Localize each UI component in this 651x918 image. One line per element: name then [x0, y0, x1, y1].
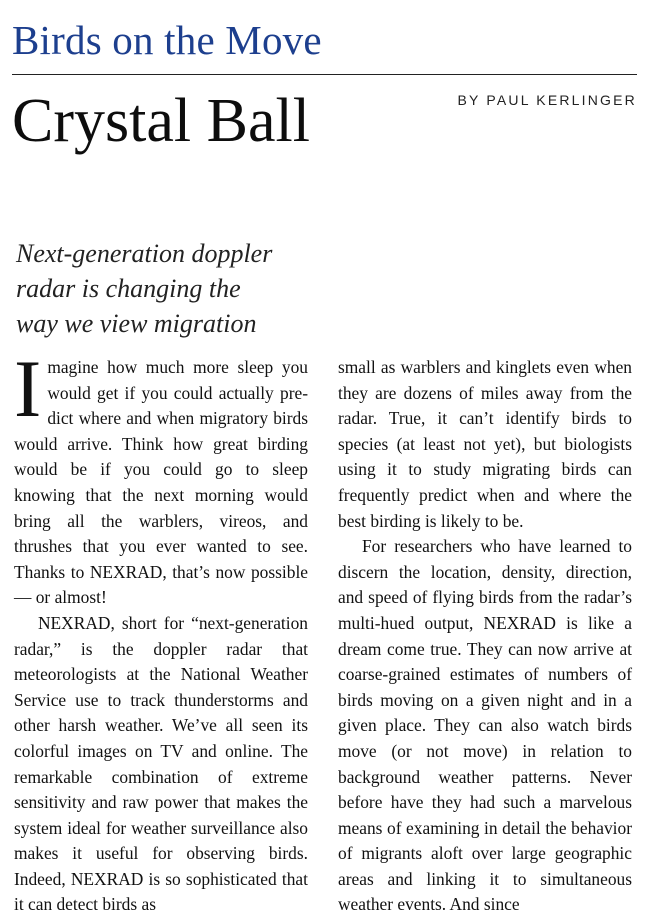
researchers-paragraph: For researchers who have learned to discern the location, density, direction, and speed of flying birds from the radar’s multi-hued output, NEXRAD is like a dream come true. They can now arrive at coarse-grained estimates of numbers of birds moving on a given night and in a given place. They can also watch birds move (or not move) in relation to background weather patterns. Never before have they had such a marvelous means of examining in detail the behavior of migrants aloft over large geographic areas and linking it to simultaneous weather events. And since [338, 536, 632, 915]
intro-paragraph-text: magine how much more sleep you would get if you could actually predict where and when migratory birds would arrive. Think how great birding would be if you could go to sleep knowing that the next morning would bring all the warblers, vireos, and thrushes that you ever wanted to see. Thanks to NEXRAD, that’s now possible — or almost! [14, 357, 308, 608]
deck-subtitle [16, 236, 272, 341]
deck-line: Next-generation doppler [16, 239, 273, 268]
deck-line: radar is changing the [16, 274, 241, 303]
header-rule [12, 74, 637, 75]
byline: BY PAUL KERLINGER [457, 92, 637, 108]
continued-paragraph: small as warblers and kinglets even when they are dozens of miles away from the radar. True, it can’t identify birds to species (at least not yet), but biologists using it to study migrating birds can frequently predict when and where the best birding is likely to be. [338, 357, 632, 531]
left-column [14, 343, 308, 918]
series-title: Birds on the Move [12, 17, 322, 63]
right-column [338, 355, 632, 918]
drop-cap: I [14, 343, 42, 434]
nexrad-paragraph: NEXRAD, short for “next-generation radar,” is the doppler radar that meteorologists at the National Weather Service use to track thunderstorms and other harsh weather. We’ve all seen its colorful images on TV and online. The remarkable combination of extreme sensitivity and raw power that makes the system ideal for weather surveillance also makes it useful for observing birds. Indeed, NEXRAD is so sophisticated that it can detect birds as [14, 612, 308, 915]
article-title: Crystal Ball [12, 87, 310, 155]
intro-paragraph [14, 343, 308, 611]
deck-line: way we view migration [16, 309, 257, 338]
